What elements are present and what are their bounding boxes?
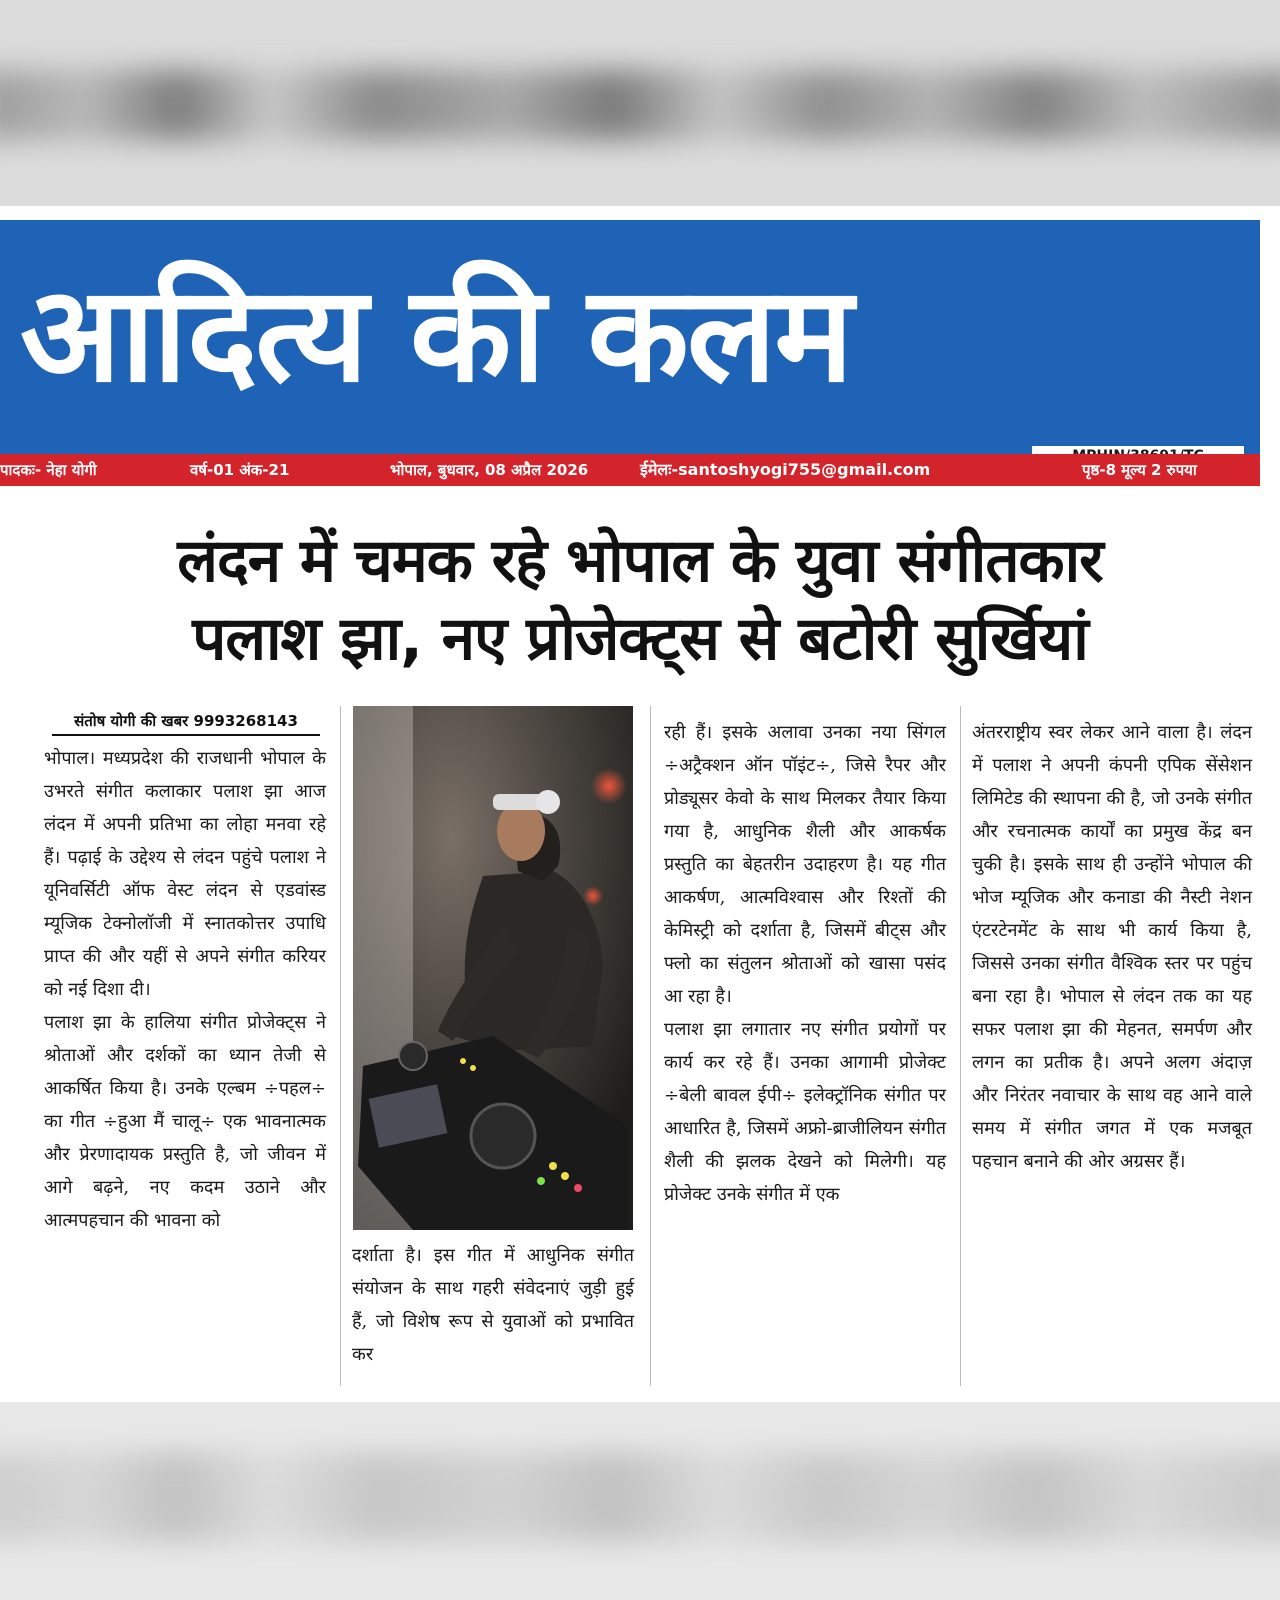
email-address: ईमेलः-santoshyogi755@gmail.com — [640, 460, 931, 479]
article-column-2: दर्शाता है। इस गीत में आधुनिक संगीत संयोजन के साथ गहरी संवेदनाएं जुड़ी हुई हैं, जो विशेष रूप से युवाओं को प्रभावित कर — [352, 1245, 634, 1365]
blurred-header-background — [0, 0, 1280, 206]
column-divider — [340, 706, 341, 1386]
article-column-1: भोपाल। मध्यप्रदेश की राजधानी भोपाल के उभरते संगीत कलाकार पलाश झा आज लंदन में अपनी प्रतिभा का लोहा मनवा रहे हैं। पढ़ाई के उद्देश्य से लंदन पहुंचे पलाश ने यूनिवर्सिटी ऑफ वेस्ट लंदन से एडवांस्ड म्यूजिक टेक्नोलॉजी में स्नातकोत्तर उपाधि प्राप्त की और यहीं से अपने संगीत करियर को नई दिशा दी। पलाश झा के हालिया संगीत प्रोजेक्ट्स ने श्रोताओं और दर्शकों का ध्यान तेजी से आकर्षित किया है। उनके एल्बम ÷पहल÷ का गीत ÷हुआ मैं चालू÷ एक भावनात्मक और प्रेरणादायक प्रस्तुति है, जो जीवन में आगे बढ़ने, नए कदम उठाने और आत्मपहचान की भावना को — [44, 748, 326, 1231]
newspaper-page — [0, 206, 1280, 1402]
dj-photo — [353, 706, 633, 1230]
volume-issue: वर्ष-01 अंक-21 — [190, 461, 290, 479]
byline: संतोष योगी की खबर 9993268143 — [52, 710, 320, 736]
blurred-footer-background — [0, 1402, 1280, 1600]
pages-price: पृष्ठ-8 मूल्य 2 रुपया — [1082, 461, 1197, 479]
headline-line-1: लंदन में चमक रहे भोपाल के युवा संगीतकार — [177, 526, 1103, 596]
column-divider — [960, 706, 961, 1386]
masthead — [0, 220, 1260, 460]
headline-line-2: पलाश झा, नए प्रोजेक्ट्स से बटोरी सुर्खियां — [192, 604, 1088, 674]
article-column-4: अंतरराष्ट्रीय स्वर लेकर आने वाला है। लंदन में पलाश ने अपनी कंपनी एपिक सेंसेशन लिमिटेड की स्थापना की है, जो उनके संगीत और रचनात्मक कार्यों का प्रमुख केंद्र बन चुकी है। इसके साथ ही उन्होंने भोपाल की भोज म्यूजिक और कनाडा की नैस्टी नेशन एंटरटेनमेंट के साथ भी कार्य किया है, जिससे उनका संगीत वैश्विक स्तर पर पहुंच बना रहा है। भोपाल से लंदन तक का यह सफर पलाश झा की मेहनत, समर्पण और लगन का प्रतीक है। अपने अलग अंदाज़ और निरंतर नवाचार के साथ वह आने वाले समय में संगीत जगत में एक मजबूत पहचान बनाने की ओर अग्रसर हैं। — [972, 722, 1252, 1172]
editor-name: पादकः- नेहा योगी — [0, 461, 97, 479]
article-column-3: रही हैं। इसके अलावा उनका नया सिंगल ÷अट्रैक्शन ऑन पॉइंट÷, जिसे रैपर और प्रोड्यूसर केवो के साथ मिलकर तैयार किया गया है, आधुनिक शैली और आकर्षक प्रस्तुति का बेहतरीन उदाहरण है। यह गीत आकर्षण, आत्मविश्वास और रिश्तों की केमिस्ट्री को दर्शाता है, जिसमें बीट्स और फ्लो का संतुलन श्रोताओं को खासा पसंद आ रहा है। पलाश झा लगातार नए संगीत प्रयोगों पर कार्य कर रहे हैं। उनका आगामी प्रोजेक्ट ÷बेली बावल ईपी÷ इलेक्ट्रॉनिक संगीत पर आधारित है, जिसमें अफ्रो-ब्राजीलियन संगीत शैली की झलक देखने को मिलेगी। यह प्रोजेक्ट उनके संगीत में एक — [664, 722, 946, 1205]
info-bar — [0, 454, 1260, 486]
place-date: भोपाल, बुधवार, 08 अप्रैल 2026 — [390, 461, 589, 479]
newspaper-title: आदित्य की कलम — [20, 258, 852, 412]
column-divider — [650, 706, 651, 1386]
